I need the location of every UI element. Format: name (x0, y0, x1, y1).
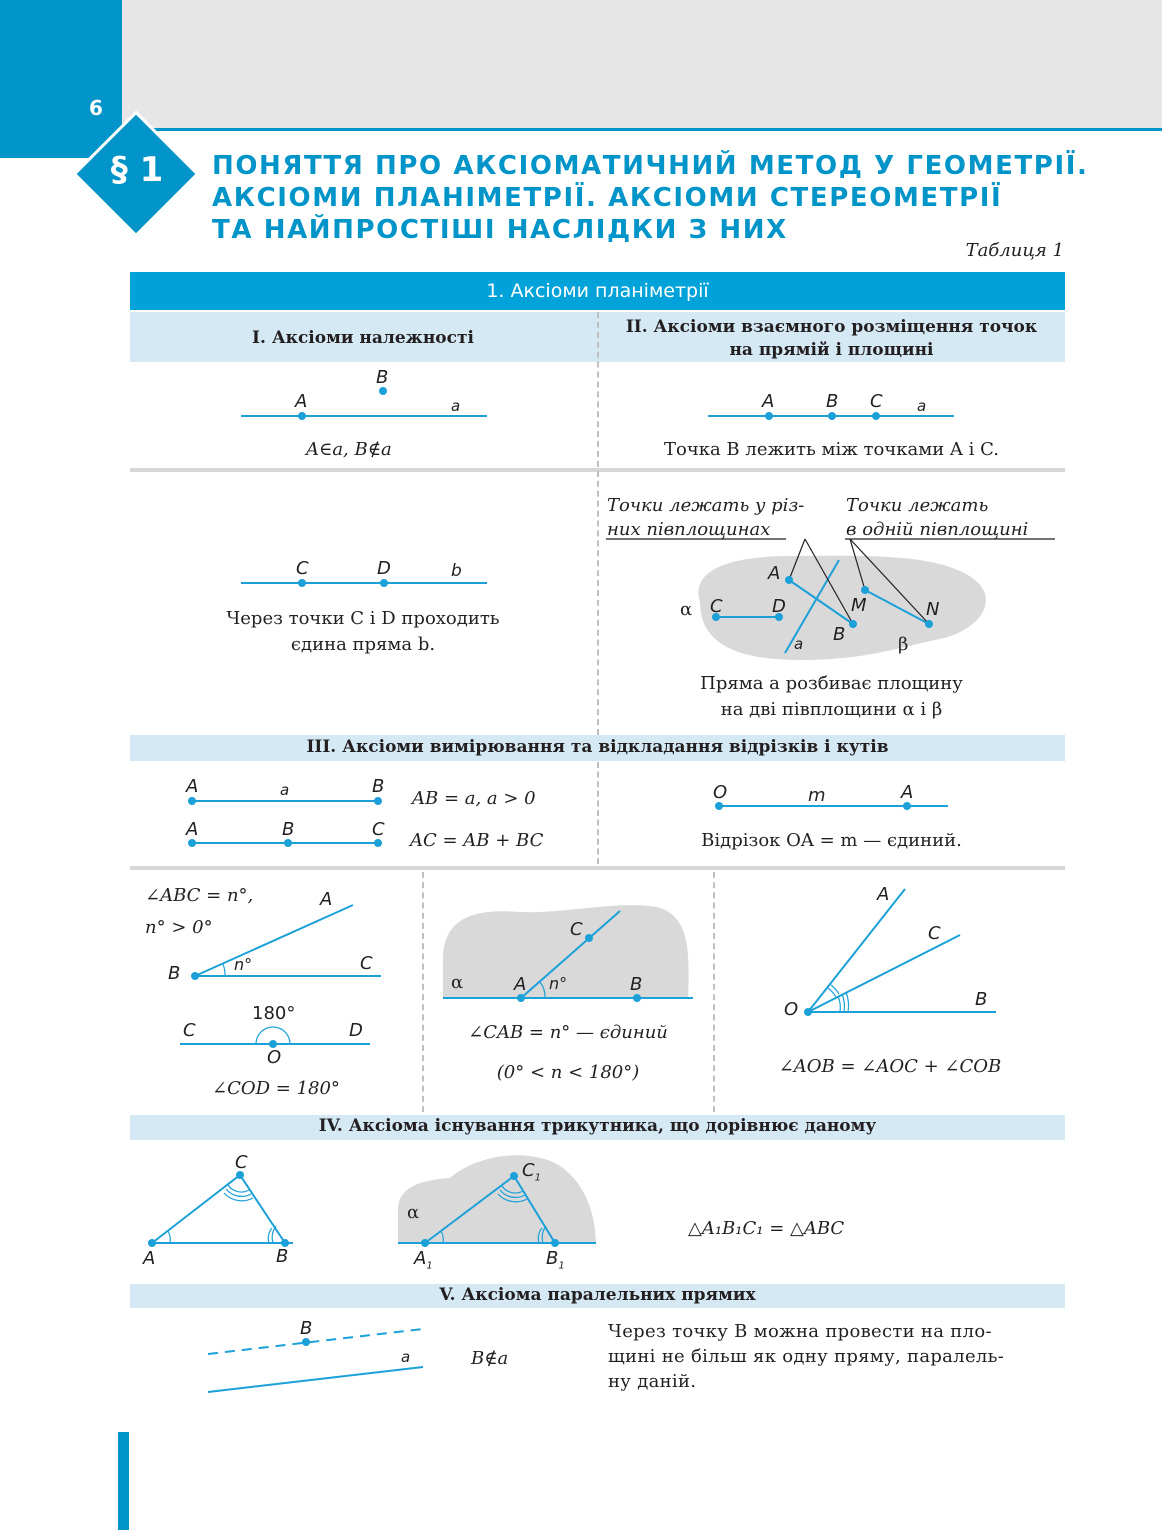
parallel-line (208, 1329, 423, 1354)
plane-label: α (407, 1202, 420, 1223)
point-label: A (768, 563, 781, 584)
note-line: Точки лежать (846, 495, 989, 516)
group4-title: IV. Аксіома існування трикутника, що дорівнює даному (318, 1116, 877, 1136)
point-label: N (926, 599, 940, 620)
point (872, 412, 880, 420)
point (765, 412, 773, 420)
point-subscript: 1 (558, 1260, 565, 1272)
statement (130, 606, 596, 658)
formula: △A₁B₁C₁ = △ABC (688, 1218, 845, 1239)
point-label: D (377, 558, 391, 579)
angle-arc (228, 1185, 249, 1192)
section-title-line: АКСІОМИ ПЛАНІМЕТРІЇ. АКСІОМИ СТЕРЕОМЕТРІЇ (212, 183, 1003, 213)
point-label: B (300, 1318, 313, 1339)
formula: AB = a, a > 0 (412, 788, 536, 809)
formula: A∈a, B∉a (306, 439, 392, 460)
point-label: B (630, 974, 643, 995)
point-label: C (235, 1152, 248, 1173)
point-label: C (372, 819, 385, 840)
point-label: O (713, 782, 728, 803)
angle-label: n° (549, 974, 568, 993)
plane-blob (398, 1155, 596, 1243)
formula: (0° < n < 180°) (496, 1062, 640, 1083)
angle-label: 180° (252, 1003, 296, 1024)
point-label: B (376, 367, 389, 388)
line-label: b (451, 561, 462, 581)
angle-label: n° (234, 955, 253, 974)
plane-label: α (451, 972, 464, 993)
point-label: C (360, 953, 373, 974)
statement: Точка B лежить між точками A і C. (663, 439, 999, 460)
point-label: A (186, 819, 199, 840)
statement-line: Через точки C і D проходить (226, 608, 500, 629)
point (633, 994, 641, 1002)
note-line: в одній півплощині (846, 519, 1029, 540)
point-label: C (710, 596, 723, 617)
point (374, 797, 382, 805)
point-label: O (267, 1047, 282, 1068)
group5-title: V. Аксіома паралельних прямих (439, 1285, 756, 1305)
angle-arc (223, 964, 225, 976)
page-number: 6 (89, 96, 103, 120)
section-symbol: § 1 (110, 150, 164, 190)
note-line: Точки лежать у різ- (607, 495, 805, 516)
point (785, 576, 793, 584)
statement-line: Через точку B можна провести на пло- (608, 1321, 992, 1342)
table-label: Таблиця 1 (965, 240, 1064, 261)
point-subscript: 1 (534, 1172, 541, 1184)
point (849, 620, 857, 628)
point (421, 1239, 429, 1247)
point (374, 839, 382, 847)
formula-line: n° > 0° (145, 917, 213, 938)
plane-label: α (680, 599, 693, 620)
point (284, 839, 292, 847)
point-label: A (320, 889, 333, 910)
point-label: C (570, 919, 583, 940)
ray-oc (808, 935, 960, 1012)
point-label: M (851, 595, 867, 616)
angle-arc (168, 1231, 170, 1243)
point-label: A (514, 974, 527, 995)
point-label: O (784, 999, 799, 1020)
point (715, 802, 723, 810)
statement-line: єдина пряма b. (290, 634, 436, 655)
point (585, 934, 593, 942)
point-label (522, 1160, 541, 1184)
section-title-line: ТА НАЙПРОСТІШІ НАСЛІДКИ З НИХ (212, 215, 788, 245)
point (380, 579, 388, 587)
point (148, 1239, 156, 1247)
segment-label: m (808, 785, 826, 806)
point-name: B (546, 1248, 559, 1269)
group3-title: III. Аксіоми вимірювання та відкладання відрізків і кутів (306, 737, 889, 757)
table-header-text: 1. Аксіоми планіметрії (486, 280, 709, 302)
point-label: B (833, 624, 846, 645)
statement: Відрізок OA = m — єдиний. (701, 830, 962, 851)
angle-arc (838, 996, 840, 1012)
point-label: A (762, 391, 775, 412)
point-subscript: 1 (426, 1260, 433, 1272)
point-label: C (870, 391, 883, 412)
plane-label: β (898, 634, 909, 655)
note-line: них півплощинах (607, 519, 771, 540)
group2-title-line: II. Аксіоми взаємного розміщення точок (625, 317, 1038, 337)
line-a (208, 1367, 423, 1392)
point-label: B (372, 776, 385, 797)
angle-arc (842, 994, 844, 1012)
group2-title-line: на прямій і площині (729, 340, 934, 360)
line-label: a (401, 1348, 411, 1366)
formula (145, 880, 253, 944)
statement (598, 671, 1065, 723)
point-label: B (826, 391, 839, 412)
point (191, 972, 199, 980)
statement-line: на дві півплощини α і β (720, 699, 943, 720)
point-name: A (414, 1248, 427, 1269)
point (551, 1239, 559, 1247)
angle-arc (226, 1189, 251, 1196)
angle-arc (846, 992, 849, 1012)
point (510, 1172, 518, 1180)
point-label: B (975, 989, 988, 1010)
line-label: a (794, 635, 804, 653)
point-name: C (522, 1160, 535, 1181)
section-title-line: ПОНЯТТЯ ПРО АКСІОМАТИЧНИЙ МЕТОД У ГЕОМЕТРІЇ. (212, 151, 1089, 181)
point (188, 839, 196, 847)
point (903, 802, 911, 810)
margin-bar (118, 1432, 129, 1530)
line-label: a (451, 397, 461, 415)
point (302, 1338, 310, 1346)
point-label: A (186, 776, 199, 797)
point (188, 797, 196, 805)
formula: AC = AB + BC (410, 830, 544, 851)
point (379, 387, 387, 395)
ray-oa (808, 889, 905, 1012)
formula: B∉a (471, 1348, 509, 1369)
point (298, 412, 306, 420)
point-label: C (928, 923, 941, 944)
point-label: B (282, 819, 295, 840)
note-left (607, 494, 804, 542)
point-label: A (877, 884, 890, 905)
point-label (414, 1248, 433, 1272)
group1-title: I. Аксіоми належності (252, 328, 474, 348)
segment-label: a (280, 781, 290, 799)
point (925, 620, 933, 628)
statement (608, 1319, 1004, 1394)
statement-line: щині не більш як одну пряму, паралель- (608, 1346, 1005, 1367)
point-label: A (901, 782, 914, 803)
statement-line: Пряма a розбиває площину (700, 673, 963, 694)
point (828, 412, 836, 420)
statement-line: ну даній. (608, 1371, 697, 1392)
point (804, 1008, 812, 1016)
angle-arc (224, 1193, 253, 1201)
formula: ∠AOB = ∠AOC + ∠COB (778, 1056, 1002, 1077)
formula: ∠COD = 180° (212, 1078, 340, 1099)
note-right (846, 494, 1028, 542)
point-label: A (295, 391, 308, 412)
point-label: D (349, 1020, 363, 1041)
point (298, 579, 306, 587)
point-label: C (183, 1020, 196, 1041)
formula-line: ∠ABC = n°, (145, 885, 254, 906)
line-label: a (917, 397, 927, 415)
point-label: D (772, 596, 786, 617)
angle-arc (268, 1228, 272, 1243)
point-label: B (276, 1246, 289, 1267)
formula: ∠CAB = n° — єдиний (468, 1022, 668, 1043)
point (517, 994, 525, 1002)
triangle-abc (152, 1175, 285, 1243)
point-label: B (168, 963, 181, 984)
point-label: A (143, 1248, 156, 1269)
point-label (546, 1248, 565, 1272)
point-label: C (296, 558, 309, 579)
point (861, 586, 869, 594)
